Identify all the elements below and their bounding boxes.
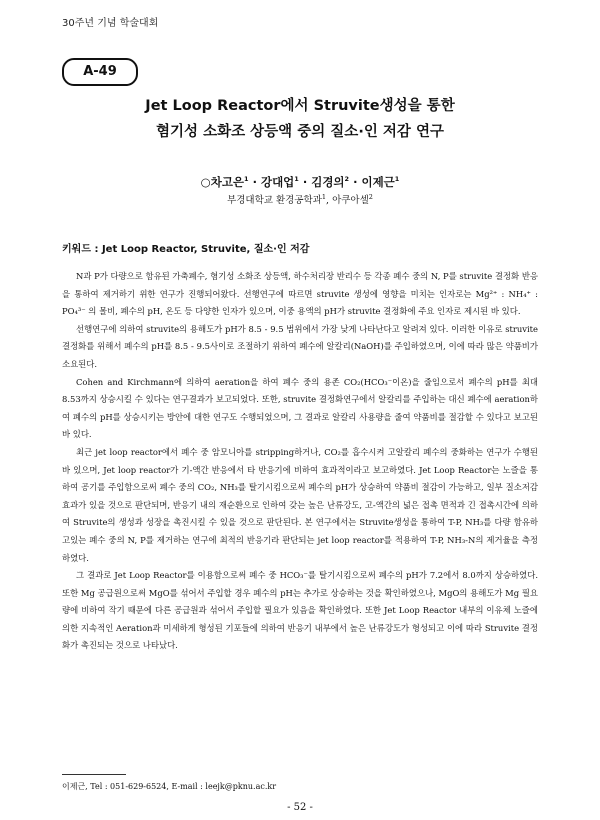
author-1-affil: 1 xyxy=(244,175,249,184)
paragraph: Cohen and Kirchmann에 의하여 aeration을 하여 폐수 중의 용존 CO₂(HCO₃⁻이온)을 줄임으로서 폐수의 pH를 최대 8.53까지 상승시킬 수 있다는 연구결과가 보고되었다. 또한, struvite 결정화연구에서 알칼리를 주입하는 대신 폐수에 aeration하여 폐수의 pH를 상승시키는 방안에 대한 연구도 수행되었으며, 그 결과로 알칼리 사용량을 줄여 약품비를 절감할 수 있다고 보고된 바 있다. xyxy=(62,376,538,440)
author-separator: · xyxy=(349,175,362,189)
affiliation-2: 아쿠아셀 xyxy=(332,195,369,206)
author-3-affil: 2 xyxy=(344,175,350,184)
author-separator: · xyxy=(298,175,312,189)
running-header: 30주년 기념 학술대회 xyxy=(62,18,159,29)
abstract-body xyxy=(62,268,538,655)
paragraph: 최근 jet loop reactor에서 폐수 중 암모니아를 stripping하거나, CO₂를 흡수시켜 고알칼리 폐수의 중화하는 연구가 수행된 바 있으며, Jet loop reactor가 기-액간 반응에서 타 반응기에 비하여 효과적이라고 보고하였다. Jet Loop Reactor는 노즐을 통하여 공기를 주입함으로써 폐수 중의 CO₂, NH₃를 탈기시킴으로써 폐수의 pH가 상승하여 약품비 절감이 가능하고, 일부 질소저감효과가 있을 것으로 판단되며, 반응기 내의 재순환으로 인하여 갖는 높은 난류강도, 고-액간의 넓은 접촉 면적과 긴 접촉시간에 의하여 Struvite의 생성과 성장을 촉진시킬 수 있을 것으로 판단된다. 본 연구에서는 Struvite생성을 통하여 T-P, NH₃를 다량 함유하고있는 폐수 중의 N, P를 제거하는 연구에 최적의 반응기라 판단되는 jet loop reactor를 적용하여 T-P, NH₃-N의 제거율을 측정하였다. xyxy=(62,446,538,563)
paragraph: 선행연구에 의하여 struvite의 용해도가 pH가 8.5 - 9.5 범위에서 가장 낮게 나타난다고 알려져 있다. 이러한 이유로 struvite 결정화를 위해서 폐수의 pH를 8.5 - 9.5사이로 조절하기 위하여 폐수에 알칼리(NaOH)를 주입하였으며, 이에 따라 많은 약품비가 소요된다. xyxy=(62,323,538,369)
page-number: - 52 - xyxy=(287,802,313,813)
affiliation-line xyxy=(0,192,600,206)
author-list xyxy=(0,174,600,190)
title-line-2: 혐기성 소화조 상등액 중의 질소·인 저감 연구 xyxy=(156,124,444,140)
author-3: 김경의 xyxy=(311,175,345,189)
paragraph: 그 결과로 Jet Loop Reactor를 이용함으로써 폐수 중 HCO₃⁻를 탈기시킴으로써 폐수의 pH가 7.2에서 8.0까지 상승하였다. 또한 Mg 공급원으로써 MgO를 섞어서 주입할 경우 폐수의 pH는 추가로 상승하는 것을 확인하였으나, MgO의 용해도가 Mg 필요량에 비하여 작기 때문에 다른 공급원과 섞어서 주입할 필요가 있음을 확인하였다. 또한 Jet Loop Reactor 내부의 이유체 노즐에 의한 지속적인 Aeration과 미세하게 형성된 기포들에 의하여 반응기 내부에서 높은 난류강도가 형성되고 이에 따라 Struvite 결정화가 촉진되는 것으로 나타났다. xyxy=(62,570,538,651)
author-2-affil: 1 xyxy=(294,175,299,184)
title-line-1: Jet Loop Reactor에서 Struvite생성을 통한 xyxy=(145,98,455,114)
abstract-id-badge: A-49 xyxy=(62,58,138,86)
author-1: 차고은 xyxy=(210,175,245,189)
author-4: 이제근 xyxy=(361,175,395,189)
footnote-divider xyxy=(62,774,126,775)
keywords: 키워드 : Jet Loop Reactor, Struvite, 질소·인 저감 xyxy=(62,244,310,255)
presenter-mark: ○ xyxy=(200,175,211,189)
affiliation-separator: , xyxy=(326,195,333,206)
paragraph: N과 P가 다량으로 함유된 가축폐수, 혐기성 소화조 상등액, 하수처리장 반리수 등 각종 폐수 중의 N, P를 struvite 결정화 반응을 통하여 제거하기 위한 연구가 진행되어왔다. 선행연구에 따르면 struvite 생성에 영향을 미치는 인자로는 Mg²⁺ : NH₄⁺ : PO₄³⁻ 의 몰비, 폐수의 pH, 온도 등 다양한 인자가 있으며, 이중 용액의 pH가 struvite 결정화에 주요 인자로 제시된 바 있다. xyxy=(62,271,538,317)
footnote: 이제근, Tel : 051-629-6524, E-mail : leejk@pknu.ac.kr xyxy=(62,782,277,791)
author-4-affil: 1 xyxy=(394,175,400,184)
affiliation-1-mark: 1 xyxy=(321,192,327,201)
affiliation-2-mark: 2 xyxy=(368,192,373,201)
author-separator: · xyxy=(248,175,261,189)
affiliation-1: 부경대학교 환경공학과 xyxy=(227,195,322,206)
author-2: 강대업 xyxy=(260,175,295,189)
